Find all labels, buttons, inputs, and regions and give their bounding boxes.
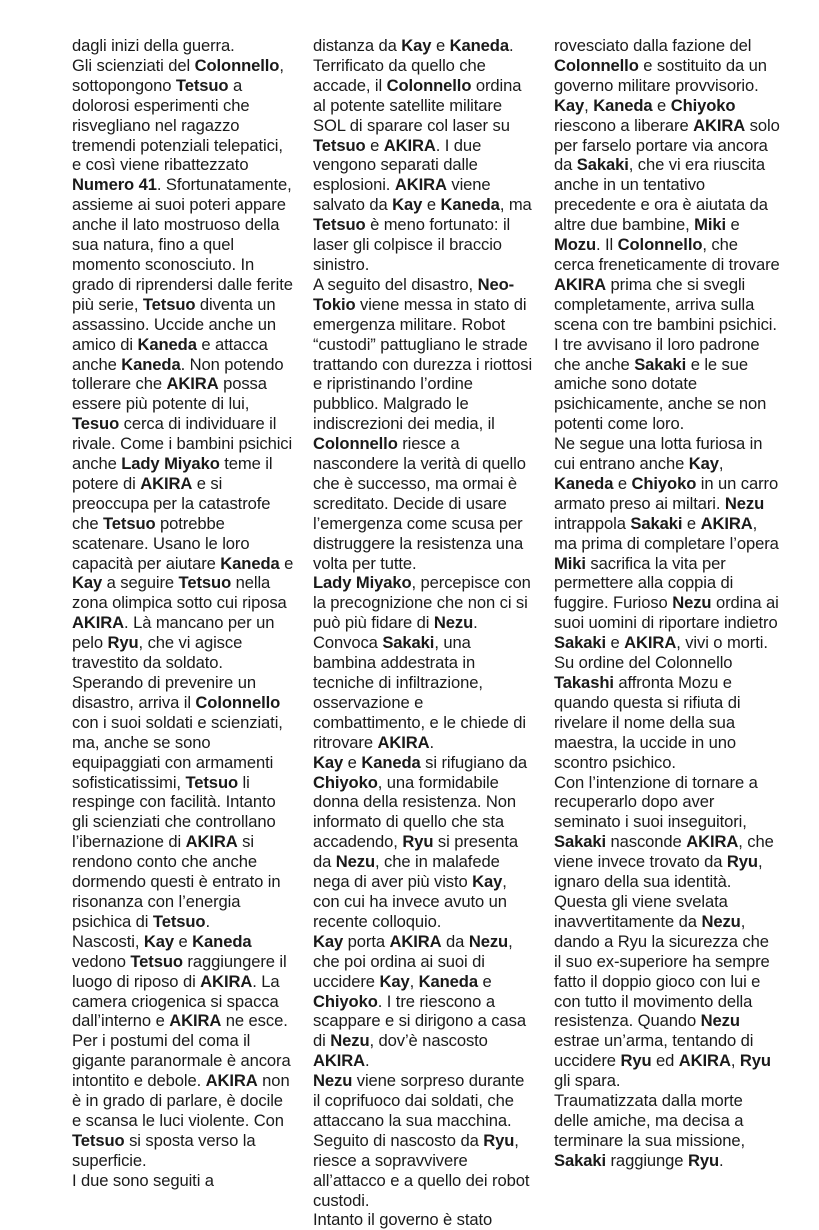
text-run: solo per farselo portare via ancora da — [554, 115, 780, 175]
paragraph — [72, 56, 294, 673]
bold-name: Kay — [313, 931, 344, 951]
bold-name: AKIRA — [377, 732, 430, 752]
bold-name: Sakaki — [554, 832, 606, 852]
text-run: . — [365, 1051, 370, 1071]
text-run: , — [409, 971, 419, 991]
text-run: . La camera criogenica si spacca dall’interno e — [72, 971, 280, 1031]
bold-name: Kaneda — [593, 95, 653, 115]
text-run: vedono — [72, 951, 131, 971]
text-run: e — [652, 95, 671, 115]
paragraph — [554, 96, 780, 434]
bold-name: Nezu — [672, 593, 712, 613]
text-run: raggiunge — [606, 1150, 688, 1170]
paragraph — [313, 573, 535, 752]
bold-name: Colonnello — [617, 235, 703, 255]
text-run: distanza da — [313, 36, 402, 55]
bold-name: Sakaki — [576, 155, 629, 175]
bold-name: Colonnello — [554, 55, 639, 75]
text-run: e si preoccupa per la catastrofe che — [72, 473, 271, 533]
bold-name: Tesuo — [72, 414, 120, 434]
paragraph — [313, 36, 535, 275]
bold-name: AKIRA — [624, 633, 677, 653]
bold-name: AKIRA — [72, 613, 125, 633]
paragraph — [554, 653, 780, 772]
bold-name: Kay — [143, 931, 175, 951]
text-run: si sposta verso la superficie. — [72, 1130, 256, 1170]
bold-name: Ryu — [620, 1051, 652, 1071]
text-run: da — [441, 931, 469, 951]
paragraph — [313, 1210, 535, 1230]
text-run: Sperando di prevenire un disastro, arriva il — [72, 673, 256, 712]
bold-name: AKIRA — [166, 374, 219, 394]
bold-name: Colonnello — [313, 434, 398, 454]
bold-name: Neo-Tokio — [313, 274, 515, 314]
text-run: prima che si svegli completamente, arriva sulla scena con tre bambini psichici. I tre avvisano il loro padrone che anche — [554, 274, 777, 374]
bold-name: Kaneda — [137, 334, 197, 354]
bold-name: Nezu — [700, 1011, 740, 1031]
text-run: è meno fortunato: il laser gli colpisce il braccio sinistro. — [313, 215, 511, 274]
text-run: e attacca anche — [72, 334, 268, 374]
bold-name: Tetsuo — [185, 772, 239, 792]
bold-name: Tetsuo — [152, 911, 206, 931]
text-run: e — [613, 473, 632, 493]
text-run: A seguito del disastro, — [313, 274, 478, 294]
text-run: Per i postumi del coma il gigante paranormale è ancora intontito e debole. — [72, 1031, 291, 1091]
bold-name: Kay — [379, 971, 410, 991]
bold-name: Kaneda — [449, 36, 509, 55]
bold-name: Kay — [313, 752, 344, 772]
paragraph — [313, 932, 535, 1071]
bold-name: Tetsuo — [102, 513, 156, 533]
bold-name: Takashi — [554, 673, 614, 692]
text-run: . Non potendo tollerare che — [72, 354, 284, 394]
text-run: si rifugiano da — [420, 752, 527, 772]
text-run: riescono a liberare — [554, 115, 694, 135]
text-run: riesce a nascondere la verità di quello che è successo, ma ormai è screditato. Decide di usare l’emergenza come scusa per distruggere la resistenza una volta per tutte. — [313, 434, 526, 573]
bold-name: AKIRA — [185, 832, 238, 852]
bold-name: Chiyoko — [313, 991, 378, 1011]
bold-name: Tetsuo — [313, 215, 366, 235]
text-run: . — [719, 1150, 724, 1170]
bold-name: Kaneda — [361, 752, 421, 772]
text-run: e — [431, 36, 450, 55]
bold-name: Kaneda — [418, 971, 478, 991]
bold-name: Numero 41 — [72, 175, 157, 195]
text-run: e — [279, 553, 294, 573]
text-run: ordina al potente satellite militare SOL di sparare col laser su — [313, 75, 522, 135]
paragraph — [554, 1091, 780, 1171]
text-run: cerca di individuare il rivale. Come i bambini psichici anche — [72, 414, 293, 474]
text-run: raggiungere il luogo di riposo di — [72, 951, 287, 991]
text-run: Nascosti, — [72, 931, 144, 951]
text-run: a seguire — [102, 573, 179, 593]
bold-name: Kay — [688, 454, 719, 474]
bold-name: Ryu — [402, 832, 434, 852]
bold-name: Ryu — [483, 1130, 515, 1150]
text-run: e — [343, 752, 362, 772]
bold-name: AKIRA — [700, 513, 753, 533]
text-run: . Terrificato da quello che accade, il — [313, 36, 514, 95]
bold-name: Colonnello — [194, 55, 280, 75]
text-run: affronta Mozu e quando questa si rifiuta di rivelare il nome della sua maestra, la uccide in uno scontro psichico. — [554, 673, 741, 772]
bold-name: Ryu — [107, 633, 139, 653]
text-run: porta — [343, 931, 390, 951]
text-run: teme il potere di — [72, 454, 273, 493]
paragraph — [313, 753, 535, 932]
text-run: viene messa in stato di emergenza militare. Robot “custodi” pattugliano le strade trattando con durezza i riottosi e ripristinando l’ordine pubblico. Malgrado le indiscrezioni dei media, il — [313, 294, 533, 434]
bold-name: AKIRA — [140, 473, 193, 493]
text-run: nasconde — [606, 832, 687, 852]
text-run: potrebbe scatenare. Usano le loro capacità per aiutare — [72, 513, 250, 573]
bold-name: Lady Miyako — [313, 573, 412, 593]
paragraph — [313, 275, 535, 574]
text-run: dagli inizi della guerra. — [72, 36, 235, 55]
text-run: . I tre riescono a scappare e si dirigono a casa di — [313, 991, 526, 1051]
text-run: e — [477, 971, 492, 991]
bold-name: AKIRA — [686, 832, 739, 852]
bold-name: Chiyoko — [670, 95, 736, 115]
text-run: , ma — [499, 195, 532, 215]
text-run: Intanto il governo è stato — [313, 1210, 493, 1230]
bold-name: AKIRA — [313, 1051, 366, 1071]
paragraph — [313, 1071, 535, 1210]
bold-name: Lady Miyako — [121, 454, 220, 474]
bold-name: Kay — [392, 195, 423, 215]
bold-name: AKIRA — [693, 115, 746, 135]
text-run: , percepisce con la precognizione che non ci si può più fidare di — [313, 573, 531, 633]
text-run: , che vi era riuscita anche in un tentativo precedente e ora è aiutata da altre due bambine, — [554, 155, 768, 235]
bold-name: Kaneda — [220, 553, 280, 573]
bold-name: Colonnello — [195, 692, 281, 712]
bold-name: Nezu — [330, 1031, 370, 1051]
text-run: Gli scienziati del — [72, 55, 195, 75]
text-run: in un carro armato preso ai miltari. — [554, 473, 779, 513]
bold-name: AKIRA — [205, 1071, 258, 1091]
text-run: , una formidabile donna della resistenza. Non informato di quello che sta accadendo, — [313, 772, 517, 852]
text-run: si presenta da — [313, 832, 518, 872]
text-run: , ignaro della sua identità. Questa gli viene svelata inavvertitamente da — [554, 852, 763, 931]
bold-name: Ryu — [687, 1150, 719, 1170]
text-column-3 — [554, 36, 780, 1171]
paragraph — [554, 773, 780, 1092]
bold-name: Miki — [694, 215, 727, 235]
bold-name: Tetsuo — [178, 573, 232, 593]
text-run: viene salvato da — [313, 175, 491, 215]
bold-name: Nezu — [724, 493, 765, 513]
text-run: . Convoca — [313, 613, 478, 653]
bold-name: Kay — [72, 573, 103, 593]
text-run: ordina ai suoi uomini di riportare indietro — [554, 593, 779, 633]
paragraph — [554, 36, 780, 96]
text-run: si rendono conto che anche dormendo questi è entrato in risonanza con l’energia psichica di — [72, 832, 281, 931]
bold-name: AKIRA — [383, 135, 436, 155]
bold-name: Miki — [554, 553, 586, 573]
text-column-1 — [72, 36, 294, 1191]
bold-name: Ryu — [739, 1051, 771, 1071]
text-run: , — [718, 454, 724, 474]
text-run: viene sorpreso durante il coprifuoco dai soldati, che attaccano la sua macchina. Seguito di nascosto da — [313, 1071, 525, 1150]
text-run: , una bambina addestrata in tecniche di infiltrazione, osservazione e combattimento, e le chiede di ritrovare — [313, 633, 526, 752]
text-run: , con cui ha invece avuto un recente colloquio. — [313, 872, 507, 931]
text-run: rovesciato dalla fazione del — [554, 36, 752, 55]
text-run: Traumatizzata dalla morte delle amiche, ma decisa a terminare la sua missione, — [554, 1091, 746, 1150]
text-run: li respinge con facilità. Intanto gli scienziati che controllano l’ibernazione di — [72, 772, 276, 852]
text-run: diventa un assassino. Uccide anche un amico di — [72, 294, 277, 354]
text-run: , — [730, 1051, 740, 1071]
bold-name: Sakaki — [554, 633, 606, 653]
text-run: ed — [651, 1051, 679, 1071]
bold-name: AKIRA — [169, 1011, 222, 1031]
text-run: , che vi agisce travestito da soldato. — [72, 633, 243, 673]
bold-name: Tetsuo — [313, 135, 366, 155]
text-run: gli spara. — [554, 1071, 621, 1091]
bold-name: Nezu — [701, 911, 741, 931]
text-run: e — [726, 215, 740, 235]
bold-name: Tetsuo — [130, 951, 183, 971]
text-run: Ne segue una lotta furiosa in cui entrano anche — [554, 434, 763, 474]
text-run: intrappola — [554, 513, 631, 533]
bold-name: Chiyoko — [631, 473, 697, 493]
bold-name: Sakaki — [630, 513, 683, 533]
bold-name: AKIRA — [389, 931, 442, 951]
bold-name: Kaneda — [440, 195, 500, 215]
text-run: , dov’è nascosto — [369, 1031, 488, 1051]
bold-name: Kaneda — [554, 473, 614, 493]
text-run: . I due vengono separati dalle esplosioni. — [313, 135, 482, 195]
bold-name: Kay — [401, 36, 432, 55]
text-run: . Sfortunatamente, assieme ai suoi poteri appare anche il lato mostruoso della sua natura, fino a quel momento sconosciuto. In grado di riprendersi dalle ferite più serie, — [72, 175, 293, 314]
bold-name: Chiyoko — [313, 772, 378, 792]
text-run: e — [606, 633, 625, 653]
text-run: Su ordine del Colonnello — [554, 653, 733, 673]
bold-name: Kay — [554, 95, 585, 115]
bold-name: AKIRA — [394, 175, 447, 195]
bold-name: Colonnello — [386, 75, 472, 95]
bold-name: AKIRA — [200, 971, 253, 991]
text-run: e — [682, 513, 701, 533]
bold-name: Nezu — [335, 852, 376, 872]
paragraph — [72, 36, 294, 56]
text-run: e — [365, 135, 384, 155]
text-run: , — [584, 95, 594, 115]
bold-name: Kaneda — [121, 354, 181, 374]
text-run: nella zona olimpica sotto cui riposa — [72, 573, 287, 613]
bold-name: AKIRA — [554, 274, 607, 294]
text-run: , riesce a sopravvivere all’attacco e a quello dei robot custodi. — [313, 1130, 530, 1210]
text-run: , vivi o morti. — [676, 633, 768, 653]
text-run: sacrifica la vita per permettere alla coppia di fuggire. Furioso — [554, 553, 734, 613]
text-run: e — [174, 931, 193, 951]
text-run: , dando a Ryu la sicurezza che il suo ex-superiore ha sempre fatto il doppio gioco con lui e con tutto il movimento della resistenza. Quando — [554, 911, 770, 1031]
bold-name: Tetsuo — [175, 75, 229, 95]
text-column-2 — [313, 36, 535, 1230]
bold-name: Sakaki — [382, 633, 435, 653]
bold-name: Mozu — [554, 235, 596, 255]
text-run: non è in grado di parlare, è docile e scansa le luci violente. Con — [72, 1071, 290, 1130]
text-run: . Là mancano per un pelo — [72, 613, 275, 653]
text-run: , che poi ordina ai suoi di uccidere — [313, 931, 513, 991]
bold-name: Tetsuo — [72, 1130, 125, 1150]
text-run: . — [429, 732, 435, 752]
text-run: , che viene invece trovato da — [554, 832, 774, 872]
text-run: con i suoi soldati e scienziati, ma, anche se sono equipaggiati con armamenti sofisticatissimi, — [72, 712, 283, 792]
text-run: I due sono seguiti a — [72, 1170, 214, 1190]
bold-name: AKIRA — [678, 1051, 731, 1071]
paragraph — [554, 434, 780, 653]
text-run: , che in malafede nega di aver più visto — [313, 852, 500, 892]
text-run: ne esce. — [221, 1011, 288, 1031]
bold-name: Ryu — [726, 852, 758, 872]
text-run: Con l’intenzione di tornare a recuperarlo dopo aver seminato i suoi inseguitori, — [554, 772, 758, 832]
bold-name: Kaneda — [192, 931, 252, 951]
text-run: estrae un’arma, tentando di uccidere — [554, 1031, 754, 1071]
text-run: . Il — [596, 235, 618, 255]
text-run: e le sue amiche sono dotate psichicamente, anche se non potenti come loro. — [554, 354, 767, 434]
text-run: , sottopongono — [72, 55, 284, 95]
paragraph — [72, 673, 294, 932]
bold-name: Nezu — [433, 613, 474, 633]
text-run: . — [205, 911, 210, 931]
text-run: possa essere più potente di lui, — [72, 374, 267, 414]
text-run: , ma prima di completare l’opera — [554, 513, 779, 553]
bold-name: Kay — [472, 872, 503, 892]
bold-name: Nezu — [468, 931, 509, 951]
text-run: a dolorosi esperimenti che risvegliano nel ragazzo tremendi potenziali telepatici, e così viene ribattezzato — [72, 75, 283, 175]
text-run: e — [422, 195, 441, 215]
paragraph — [72, 932, 294, 1032]
bold-name: Tetsuo — [142, 294, 196, 314]
bold-name: Nezu — [313, 1071, 353, 1091]
paragraph — [72, 1031, 294, 1170]
paragraph — [72, 1171, 294, 1191]
bold-name: Sakaki — [554, 1150, 606, 1170]
text-run: e sostituito da un governo militare provvisorio. — [554, 55, 767, 95]
bold-name: Sakaki — [634, 354, 687, 374]
text-run: , che cerca freneticamente di trovare — [554, 235, 780, 274]
